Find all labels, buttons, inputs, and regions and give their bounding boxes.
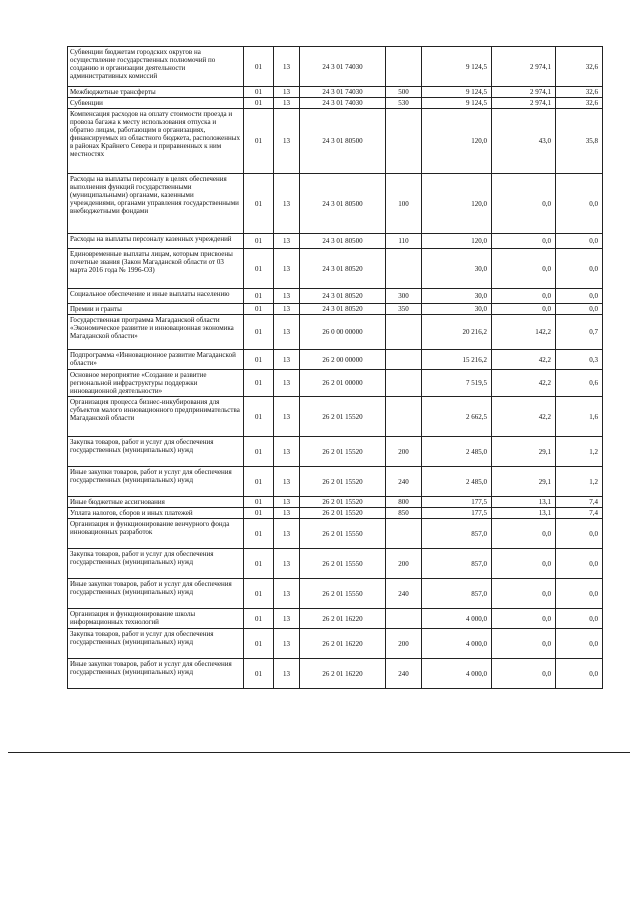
row-subsection-cell: 13	[274, 508, 300, 519]
row-percent-cell: 0,0	[556, 234, 603, 249]
row-name-cell: Премии и гранты	[68, 304, 244, 315]
row-fact-cell: 0,0	[492, 519, 556, 549]
row-subsection-cell: 13	[274, 397, 300, 437]
row-target-article-cell: 26 2 01 15550	[300, 549, 386, 579]
row-plan-cell: 30,0	[422, 304, 492, 315]
row-target-article-cell: 26 2 01 15520	[300, 508, 386, 519]
row-expense-type-cell	[386, 47, 422, 87]
row-expense-type-cell	[386, 397, 422, 437]
row-fact-cell: 0,0	[492, 304, 556, 315]
table-row	[68, 109, 603, 174]
row-subsection-cell: 13	[274, 289, 300, 304]
row-fact-cell: 13,1	[492, 497, 556, 508]
row-fact-cell: 0,0	[492, 249, 556, 289]
row-section-cell: 01	[244, 497, 274, 508]
row-section-cell: 01	[244, 315, 274, 350]
row-expense-type-cell: 350	[386, 304, 422, 315]
row-plan-cell: 2 662,5	[422, 397, 492, 437]
row-subsection-cell: 13	[274, 437, 300, 467]
row-section-cell: 01	[244, 249, 274, 289]
row-name-cell: Межбюджетные трансферты	[68, 87, 244, 98]
table-row	[68, 579, 603, 609]
table-row	[68, 629, 603, 659]
row-plan-cell: 177,5	[422, 508, 492, 519]
row-subsection-cell: 13	[274, 579, 300, 609]
table-row	[68, 234, 603, 249]
budget-table	[67, 46, 603, 689]
row-target-article-cell: 24 3 01 80520	[300, 289, 386, 304]
row-expense-type-cell: 110	[386, 234, 422, 249]
row-fact-cell: 0,0	[492, 609, 556, 629]
row-percent-cell: 1,2	[556, 437, 603, 467]
row-percent-cell: 0,0	[556, 289, 603, 304]
row-section-cell: 01	[244, 467, 274, 497]
row-fact-cell: 2 974,1	[492, 98, 556, 109]
row-percent-cell: 32,6	[556, 47, 603, 87]
row-target-article-cell: 26 2 01 16220	[300, 629, 386, 659]
row-target-article-cell: 26 2 01 15520	[300, 397, 386, 437]
row-subsection-cell: 13	[274, 87, 300, 98]
row-percent-cell: 0,0	[556, 304, 603, 315]
row-plan-cell: 2 485,0	[422, 467, 492, 497]
row-plan-cell: 857,0	[422, 519, 492, 549]
row-name-cell: Организация и функционирование венчурного фонда инновационных разработок	[68, 519, 244, 549]
table-row	[68, 370, 603, 397]
row-plan-cell: 20 216,2	[422, 315, 492, 350]
row-section-cell: 01	[244, 234, 274, 249]
row-expense-type-cell: 300	[386, 289, 422, 304]
row-expense-type-cell: 500	[386, 87, 422, 98]
row-name-cell: Иные закупки товаров, работ и услуг для обеспечения государственных (муниципальных) нужд	[68, 579, 244, 609]
row-name-cell: Уплата налогов, сборов и иных платежей	[68, 508, 244, 519]
row-section-cell: 01	[244, 109, 274, 174]
row-plan-cell: 120,0	[422, 174, 492, 234]
row-name-cell: Социальное обеспечение и иные выплаты населению	[68, 289, 244, 304]
row-expense-type-cell: 800	[386, 497, 422, 508]
row-name-cell: Расходы на выплаты персоналу казенных учреждений	[68, 234, 244, 249]
row-fact-cell: 0,0	[492, 289, 556, 304]
row-fact-cell: 0,0	[492, 174, 556, 234]
table-row	[68, 519, 603, 549]
row-name-cell: Расходы на выплаты персоналу в целях обеспечения выполнения функций государственными (муниципальными) органами, казенными учреждениями, органами управления государственными внебюджетными фондами	[68, 174, 244, 234]
row-target-article-cell: 24 3 01 74030	[300, 87, 386, 98]
table-row	[68, 87, 603, 98]
row-percent-cell: 0,0	[556, 579, 603, 609]
row-fact-cell: 0,0	[492, 629, 556, 659]
row-name-cell: Закупка товаров, работ и услуг для обеспечения государственных (муниципальных) нужд	[68, 437, 244, 467]
row-section-cell: 01	[244, 174, 274, 234]
row-name-cell: Субвенции	[68, 98, 244, 109]
row-plan-cell: 857,0	[422, 549, 492, 579]
table-row	[68, 508, 603, 519]
table-row	[68, 609, 603, 629]
page-bottom-rule	[8, 752, 630, 753]
row-section-cell: 01	[244, 629, 274, 659]
row-subsection-cell: 13	[274, 519, 300, 549]
row-name-cell: Государственная программа Магаданской области «Экономическое развитие и инновационная экономика Магаданской области»	[68, 315, 244, 350]
row-target-article-cell: 26 2 01 15550	[300, 579, 386, 609]
row-target-article-cell: 24 3 01 80500	[300, 234, 386, 249]
row-percent-cell: 0,0	[556, 249, 603, 289]
row-section-cell: 01	[244, 47, 274, 87]
row-percent-cell: 1,6	[556, 397, 603, 437]
row-plan-cell: 857,0	[422, 579, 492, 609]
row-name-cell: Единовременные выплаты лицам, которым присвоены почетные звания (Закон Магаданской области от 03 марта 2016 года № 1996-ОЗ)	[68, 249, 244, 289]
row-expense-type-cell: 240	[386, 467, 422, 497]
table-row	[68, 437, 603, 467]
row-subsection-cell: 13	[274, 350, 300, 370]
row-plan-cell: 7 519,5	[422, 370, 492, 397]
row-name-cell: Иные закупки товаров, работ и услуг для обеспечения государственных (муниципальных) нужд	[68, 659, 244, 689]
row-percent-cell: 32,6	[556, 98, 603, 109]
row-fact-cell: 29,1	[492, 437, 556, 467]
row-subsection-cell: 13	[274, 549, 300, 579]
row-section-cell: 01	[244, 98, 274, 109]
row-expense-type-cell: 240	[386, 579, 422, 609]
row-plan-cell: 9 124,5	[422, 98, 492, 109]
row-name-cell: Закупка товаров, работ и услуг для обеспечения государственных (муниципальных) нужд	[68, 629, 244, 659]
row-percent-cell: 0,0	[556, 609, 603, 629]
row-target-article-cell: 26 2 01 16220	[300, 609, 386, 629]
row-percent-cell: 0,0	[556, 659, 603, 689]
row-target-article-cell: 26 0 00 00000	[300, 315, 386, 350]
row-section-cell: 01	[244, 579, 274, 609]
budget-table-body	[68, 47, 603, 689]
table-row	[68, 174, 603, 234]
row-plan-cell: 9 124,5	[422, 87, 492, 98]
row-subsection-cell: 13	[274, 609, 300, 629]
row-expense-type-cell: 850	[386, 508, 422, 519]
row-target-article-cell: 26 2 01 15520	[300, 437, 386, 467]
row-plan-cell: 120,0	[422, 234, 492, 249]
row-name-cell: Основное мероприятие «Создание и развитие региональной инфраструктуры поддержки инновационной деятельности»	[68, 370, 244, 397]
row-fact-cell: 2 974,1	[492, 47, 556, 87]
row-target-article-cell: 26 2 01 15520	[300, 467, 386, 497]
row-fact-cell: 42,2	[492, 370, 556, 397]
row-percent-cell: 0,6	[556, 370, 603, 397]
row-percent-cell: 0,0	[556, 549, 603, 579]
row-expense-type-cell	[386, 109, 422, 174]
row-fact-cell: 2 974,1	[492, 87, 556, 98]
table-row	[68, 659, 603, 689]
row-plan-cell: 30,0	[422, 289, 492, 304]
row-plan-cell: 2 485,0	[422, 437, 492, 467]
row-expense-type-cell: 240	[386, 659, 422, 689]
row-fact-cell: 42,2	[492, 397, 556, 437]
row-section-cell: 01	[244, 289, 274, 304]
row-percent-cell: 0,7	[556, 315, 603, 350]
row-target-article-cell: 24 3 01 80500	[300, 174, 386, 234]
row-fact-cell: 29,1	[492, 467, 556, 497]
row-section-cell: 01	[244, 370, 274, 397]
row-subsection-cell: 13	[274, 497, 300, 508]
row-fact-cell: 13,1	[492, 508, 556, 519]
row-section-cell: 01	[244, 519, 274, 549]
table-row	[68, 467, 603, 497]
row-section-cell: 01	[244, 659, 274, 689]
row-target-article-cell: 24 3 01 74030	[300, 47, 386, 87]
row-section-cell: 01	[244, 350, 274, 370]
row-percent-cell: 35,8	[556, 109, 603, 174]
row-expense-type-cell	[386, 315, 422, 350]
row-subsection-cell: 13	[274, 249, 300, 289]
table-row	[68, 47, 603, 87]
row-percent-cell: 32,6	[556, 87, 603, 98]
row-percent-cell: 1,2	[556, 467, 603, 497]
row-percent-cell: 7,4	[556, 497, 603, 508]
row-percent-cell: 7,4	[556, 508, 603, 519]
row-expense-type-cell	[386, 609, 422, 629]
row-target-article-cell: 24 3 01 74030	[300, 98, 386, 109]
row-name-cell: Иные закупки товаров, работ и услуг для обеспечения государственных (муниципальных) нужд	[68, 467, 244, 497]
row-plan-cell: 4 000,0	[422, 659, 492, 689]
row-fact-cell: 0,0	[492, 234, 556, 249]
table-row	[68, 249, 603, 289]
row-fact-cell: 142,2	[492, 315, 556, 350]
row-expense-type-cell	[386, 519, 422, 549]
row-expense-type-cell: 200	[386, 629, 422, 659]
row-subsection-cell: 13	[274, 467, 300, 497]
table-row	[68, 350, 603, 370]
row-subsection-cell: 13	[274, 304, 300, 315]
table-row	[68, 304, 603, 315]
row-section-cell: 01	[244, 437, 274, 467]
row-subsection-cell: 13	[274, 109, 300, 174]
row-section-cell: 01	[244, 304, 274, 315]
row-plan-cell: 177,5	[422, 497, 492, 508]
table-row	[68, 289, 603, 304]
row-subsection-cell: 13	[274, 315, 300, 350]
row-target-article-cell: 26 2 00 00000	[300, 350, 386, 370]
row-expense-type-cell	[386, 249, 422, 289]
row-expense-type-cell: 200	[386, 437, 422, 467]
row-target-article-cell: 24 3 01 80520	[300, 304, 386, 315]
row-name-cell: Компенсация расходов на оплату стоимости проезда и провоза багажа к месту использования отпуска и обратно лицам, работающим в организациях, финансируемых из областного бюджета, расположенных в районах Крайнего Севера и приравненных к ним местностях	[68, 109, 244, 174]
row-percent-cell: 0,0	[556, 519, 603, 549]
row-name-cell: Подпрограмма «Инновационное развитие Магаданской области»	[68, 350, 244, 370]
row-name-cell: Организация и функционирование школы информационных технологий	[68, 609, 244, 629]
row-fact-cell: 43,0	[492, 109, 556, 174]
row-fact-cell: 0,0	[492, 659, 556, 689]
row-name-cell: Субвенции бюджетам городских округов на осуществление государственных полномочий по созданию и организации деятельности административных комиссий	[68, 47, 244, 87]
row-section-cell: 01	[244, 87, 274, 98]
row-expense-type-cell: 100	[386, 174, 422, 234]
row-name-cell: Закупка товаров, работ и услуг для обеспечения государственных (муниципальных) нужд	[68, 549, 244, 579]
row-subsection-cell: 13	[274, 629, 300, 659]
row-percent-cell: 0,0	[556, 174, 603, 234]
row-section-cell: 01	[244, 609, 274, 629]
table-row	[68, 497, 603, 508]
row-section-cell: 01	[244, 397, 274, 437]
row-subsection-cell: 13	[274, 174, 300, 234]
row-expense-type-cell: 200	[386, 549, 422, 579]
row-expense-type-cell	[386, 370, 422, 397]
row-fact-cell: 42,2	[492, 350, 556, 370]
row-percent-cell: 0,0	[556, 629, 603, 659]
row-subsection-cell: 13	[274, 659, 300, 689]
row-target-article-cell: 26 2 01 16220	[300, 659, 386, 689]
row-subsection-cell: 13	[274, 47, 300, 87]
row-plan-cell: 15 216,2	[422, 350, 492, 370]
row-expense-type-cell	[386, 350, 422, 370]
row-plan-cell: 30,0	[422, 249, 492, 289]
row-plan-cell: 120,0	[422, 109, 492, 174]
table-row	[68, 397, 603, 437]
row-section-cell: 01	[244, 508, 274, 519]
table-row	[68, 549, 603, 579]
row-expense-type-cell: 530	[386, 98, 422, 109]
row-plan-cell: 9 124,5	[422, 47, 492, 87]
row-target-article-cell: 26 2 01 15520	[300, 497, 386, 508]
row-fact-cell: 0,0	[492, 549, 556, 579]
row-target-article-cell: 24 3 01 80520	[300, 249, 386, 289]
row-target-article-cell: 26 2 01 15550	[300, 519, 386, 549]
row-subsection-cell: 13	[274, 234, 300, 249]
row-plan-cell: 4 000,0	[422, 629, 492, 659]
row-name-cell: Иные бюджетные ассигнования	[68, 497, 244, 508]
row-name-cell: Организация процесса бизнес-инкубирования для субъектов малого инновационного предпринимательства Магаданской области	[68, 397, 244, 437]
table-row	[68, 98, 603, 109]
row-plan-cell: 4 000,0	[422, 609, 492, 629]
row-target-article-cell: 26 2 01 00000	[300, 370, 386, 397]
row-subsection-cell: 13	[274, 370, 300, 397]
row-section-cell: 01	[244, 549, 274, 579]
row-fact-cell: 0,0	[492, 579, 556, 609]
row-subsection-cell: 13	[274, 98, 300, 109]
row-percent-cell: 0,3	[556, 350, 603, 370]
row-target-article-cell: 24 3 01 80500	[300, 109, 386, 174]
table-row	[68, 315, 603, 350]
